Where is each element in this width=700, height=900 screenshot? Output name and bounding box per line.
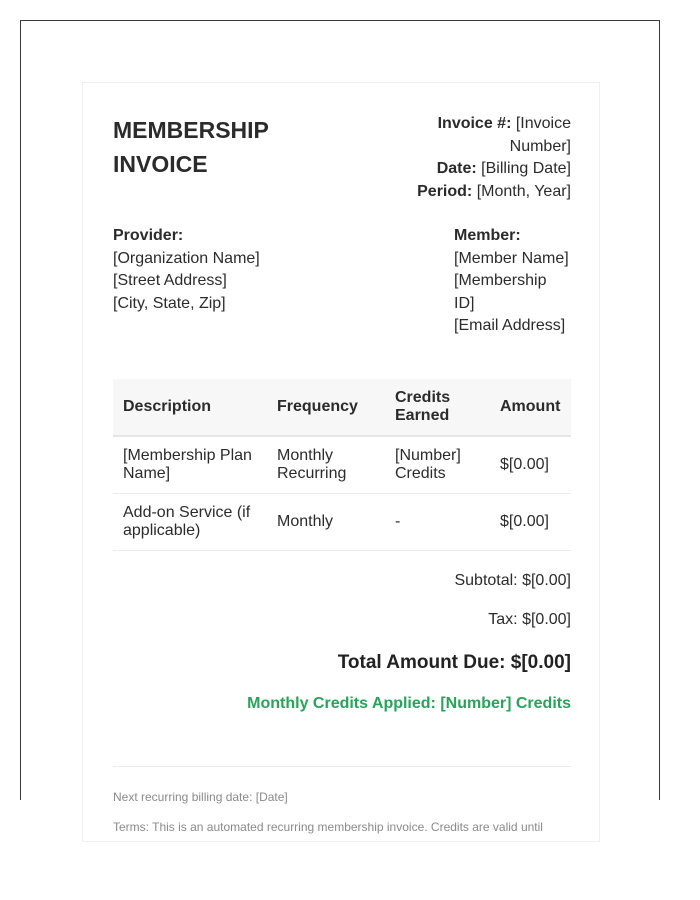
table-header-row	[113, 379, 571, 436]
column-header-description: Description	[113, 379, 267, 436]
column-header-frequency: Frequency	[267, 379, 385, 436]
member-label: Member:	[454, 227, 521, 244]
billing-period-line	[401, 181, 571, 204]
cell-amount: $[0.00]	[490, 493, 571, 550]
cell-frequency: Monthly	[267, 493, 385, 550]
credits-applied: Monthly Credits Applied: [Number] Credits	[247, 694, 571, 712]
tax: Tax: $[0.00]	[488, 610, 571, 628]
cell-frequency: Monthly Recurring	[267, 436, 385, 494]
cell-description: Add-on Service (if applicable)	[113, 493, 267, 550]
provider-street: [Street Address]	[113, 272, 227, 289]
document-frame	[20, 20, 660, 834]
cell-credits: [Number] Credits	[385, 436, 490, 494]
provider-organization: [Organization Name]	[113, 249, 260, 267]
cell-description: [Membership Plan Name]	[113, 436, 267, 494]
billing-period-label: Period:	[417, 182, 473, 200]
provider-block	[113, 225, 260, 338]
invoice-header	[113, 113, 571, 203]
member-id: [Membership ID]	[454, 272, 547, 312]
invoice-meta	[401, 113, 571, 203]
billing-date-line	[401, 158, 571, 181]
table-row	[113, 493, 571, 550]
provider-city: [City, State, Zip]	[113, 294, 226, 312]
column-header-amount: Amount	[490, 379, 571, 436]
next-billing-date: Next recurring billing date: [Date]	[113, 789, 288, 804]
invoice-title: MEMBERSHIP INVOICE	[113, 117, 269, 177]
cell-credits: -	[385, 493, 490, 550]
total-amount-due: Total Amount Due: $[0.00]	[337, 651, 571, 673]
line-items-table	[113, 379, 571, 551]
totals-section	[113, 571, 571, 714]
subtotal: Subtotal: $[0.00]	[454, 571, 571, 589]
invoice-content	[113, 113, 571, 835]
footer-divider	[113, 766, 571, 767]
billing-date-value: [Billing Date]	[481, 160, 571, 177]
member-email: [Email Address]	[454, 317, 566, 334]
parties-section	[113, 225, 571, 338]
terms-text: Terms: This is an automated recurring membership invoice. Credits are valid until	[113, 819, 543, 834]
member-block	[454, 225, 571, 338]
invoice-sheet	[82, 82, 600, 842]
member-name: [Member Name]	[454, 249, 569, 267]
provider-label: Provider:	[113, 227, 184, 244]
cell-amount: $[0.00]	[490, 436, 571, 494]
table-row	[113, 436, 571, 494]
billing-date-label: Date:	[436, 160, 477, 177]
invoice-number-value: [Invoice Number]	[509, 115, 571, 155]
invoice-number-label: Invoice #:	[437, 115, 512, 132]
invoice-number-line	[401, 113, 571, 158]
column-header-credits: Credits Earned	[385, 379, 490, 436]
billing-period-value: [Month, Year]	[476, 182, 571, 200]
